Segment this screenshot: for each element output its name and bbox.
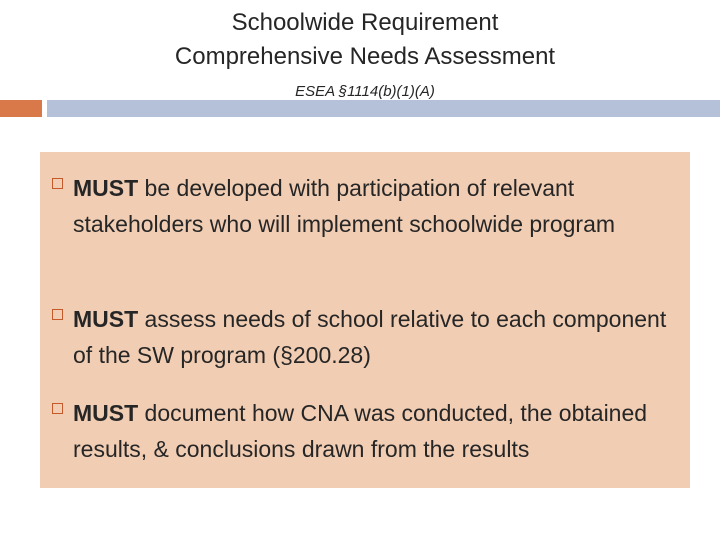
bullet-text [73,395,673,467]
bullet-emphasis: MUST [73,400,139,426]
accent-bar [0,100,42,117]
bullet-emphasis: MUST [73,175,139,201]
bullet-body: assess needs of school relative to each component of the SW program (§200.28) [73,306,667,368]
bullet-body: document how CNA was conducted, the obtained results, & conclusions drawn from the results [73,400,648,462]
square-bullet-icon [52,403,63,414]
bullet-body: be developed with participation of relevant stakeholders who will implement schoolwide program [73,175,616,237]
bullet-emphasis: MUST [73,306,139,332]
slide-header [0,6,720,102]
bullet-text [73,170,673,242]
divider-bar [47,100,720,117]
square-bullet-icon [52,309,63,320]
legal-citation: ESEA §1114(b)(1)(A) [295,83,435,100]
bullet-panel [40,152,690,488]
square-bullet-icon [52,178,63,189]
slide-title-line-1: Schoolwide Requirement [231,9,499,36]
bullet-text [73,301,673,373]
slide-title-line-2: Comprehensive Needs Assessment [174,43,556,70]
